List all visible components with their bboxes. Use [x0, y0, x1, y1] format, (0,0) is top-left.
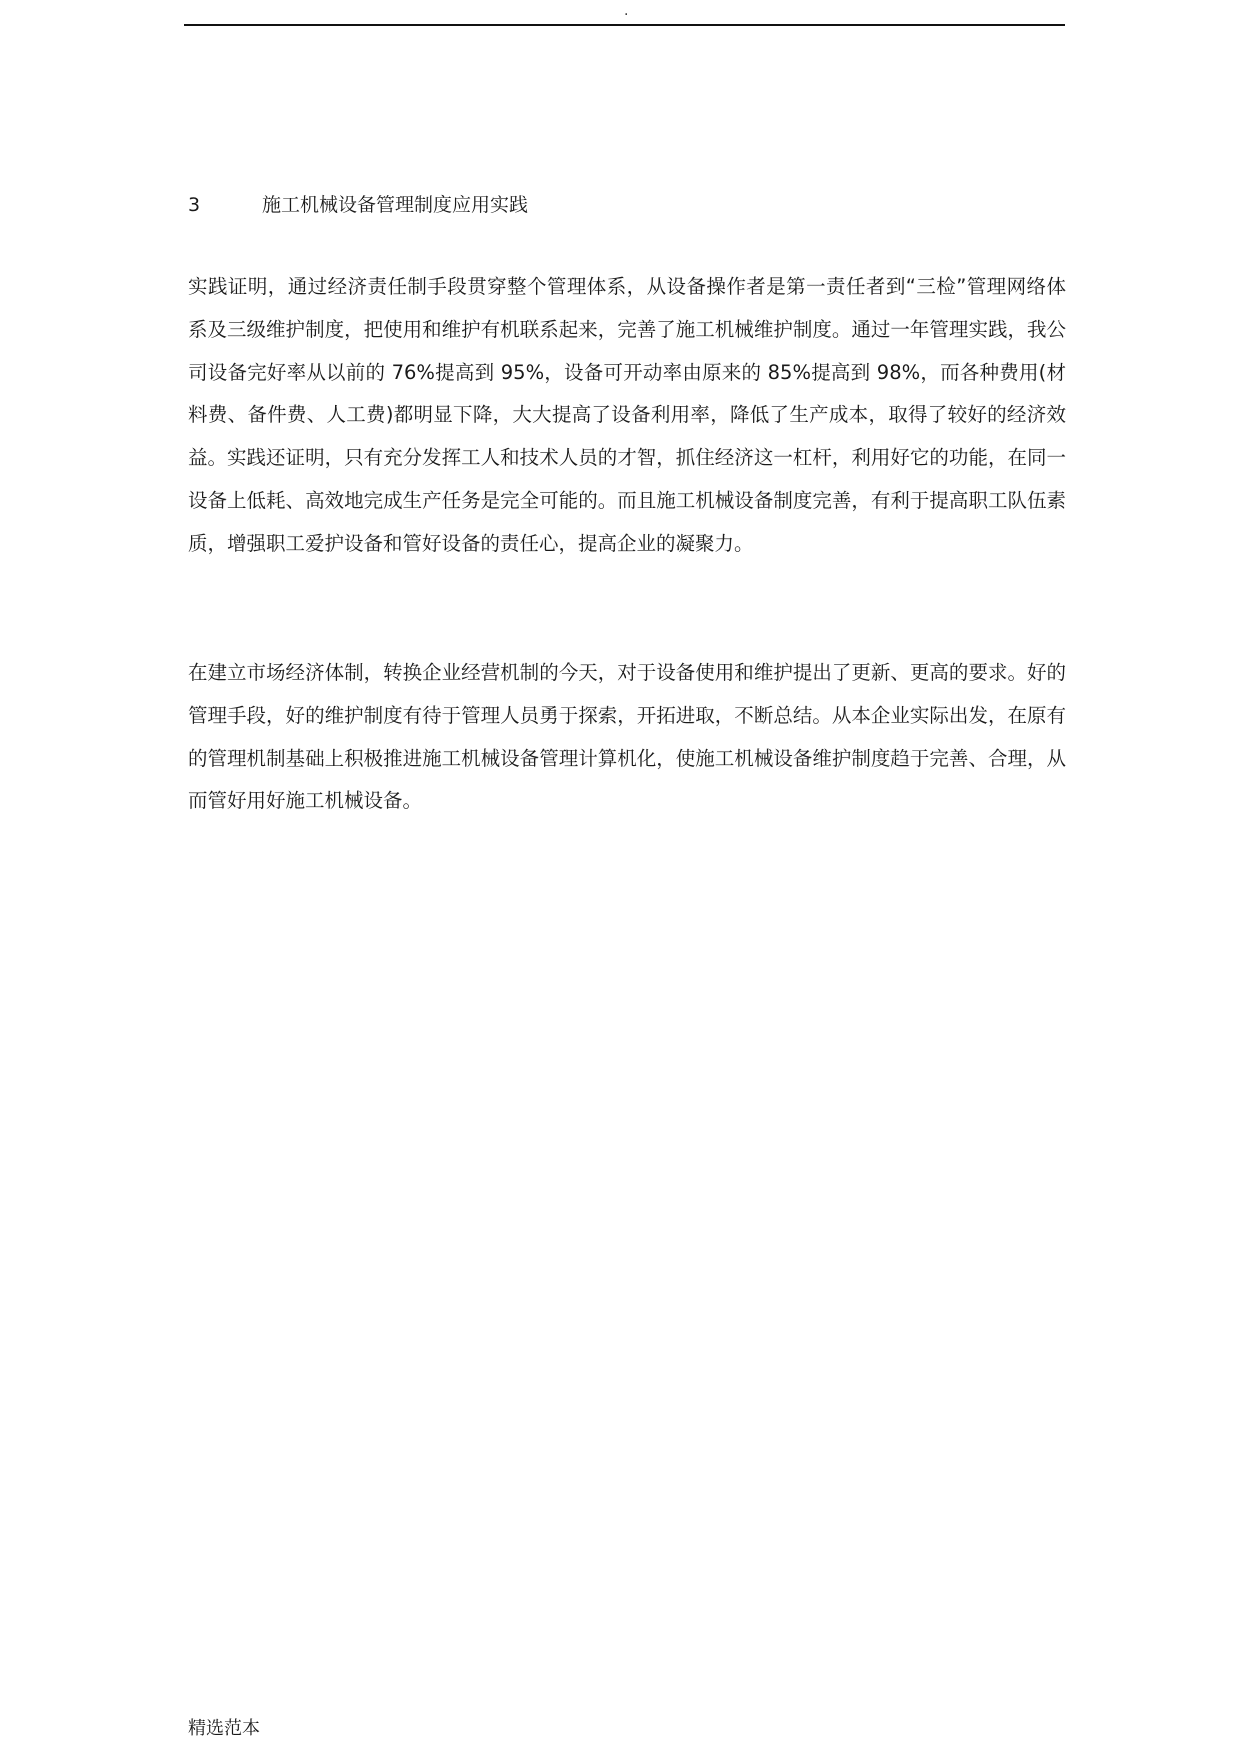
header-rule — [184, 24, 1065, 26]
section-number: 3 — [188, 194, 201, 216]
section-heading — [188, 192, 528, 218]
body-paragraph: 在建立市场经济体制，转换企业经营机制的今天，对于设备使用和维护提出了更新、更高的要求。好的管理手段，好的维护制度有待于管理人员勇于探索，开拓进取，不断总结。从本企业实际出发，在原有的管理机制基础上积极推进施工机械设备管理计算机化，使施工机械设备维护制度趋于完善、合理，从而管好用好施工机械设备。 — [188, 661, 1066, 813]
section-title: 施工机械设备管理制度应用实践 — [262, 194, 529, 216]
footer-label: 精选范本 — [188, 1718, 260, 1739]
header-mark: . — [624, 3, 629, 19]
body-paragraph: 实践证明，通过经济责任制手段贯穿整个管理体系，从设备操作者是第一责任者到“三检”管理网络体系及三级维护制度，把使用和维护有机联系起来，完善了施工机械维护制度。通过一年管理实践，我公司设备完好率从以前的 76%提高到 95%，设备可开动率由原来的 85%提高到 98%，而各种费用(材料费、备件费、人工费)都明显下降，大大提高了设备利用率，降低了生产成本，取得了较好的经济效益。实践还证明，只有充分发挥工人和技术人员的才智，抓住经济这一杠杆，利用好它的功能，在同一设备上低耗、高效地完成生产任务是完全可能的。而且施工机械设备制度完善，有利于提高职工队伍素质，增强职工爱护设备和管好设备的责任心，提高企业的凝聚力。 — [188, 275, 1066, 555]
